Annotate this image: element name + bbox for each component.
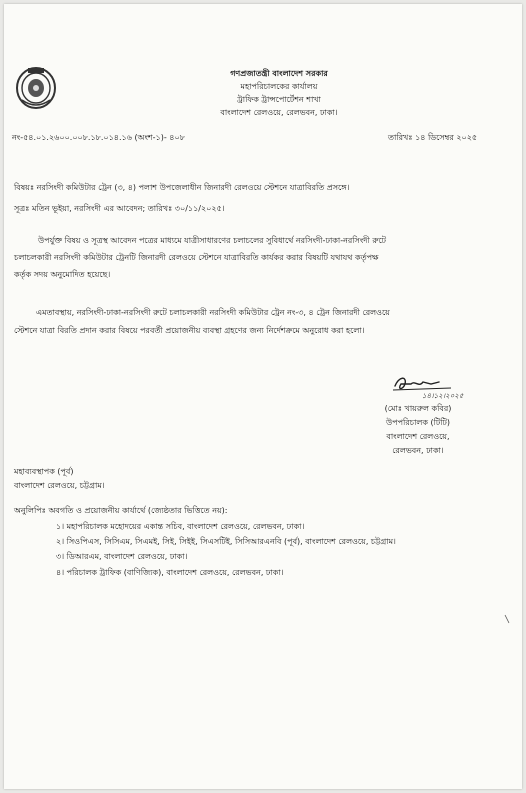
recipient-address: বাংলাদেশ রেলওয়ে, চট্টগ্রাম। — [14, 481, 105, 490]
reference-line: সূত্রঃ মতিন ভূইয়া, নরসিংদী এর আবেদন; তারিখঃ ৩০/১১/২০২৫। — [14, 204, 225, 213]
memo-page — [4, 4, 522, 789]
signatory-designation: উপপরিচালক (টিটি) — [385, 418, 451, 427]
body-para2-line2: স্টেশনে যাত্রা বিরতি প্রদান করার বিষয়ে পরবর্তী প্রয়োজনীয় ব্যবস্থা গ্রহণের জন্য নির্দেশক্রমে অনুরোধ করা হলো। — [14, 326, 365, 335]
body-para1-line2: চলাচলকারী নরসিংদী কমিউটার ট্রেনটি জিনারদী রেলওয়ে স্টেশনে যাত্রাবিরতি কার্যকর করার বিষয়টি যথাযথ কর্তৃপক্ষ — [14, 253, 379, 262]
stray-pen-mark — [504, 614, 510, 624]
body-para1-line1: উপর্যুক্ত বিষয় ও সূত্রস্থ আবেদন পত্রের মাধ্যমে যাত্রীসাধারণের চলাচলের সুবিধার্থে নরসিংদী-ঢাকা-নরসিংদী রুটে — [38, 236, 387, 245]
header-address: বাংলাদেশ রেলওয়ে, রেলভবন, ঢাকা। — [220, 108, 338, 117]
government-seal-icon — [14, 64, 58, 110]
recipient-title: মহাব্যবস্থাপক (পূর্ব) — [14, 467, 74, 476]
copies-item-4: ৪। পরিচালক ট্রাফিক (বাণিজ্যিক), বাংলাদেশ রেলওয়ে, রেলভবন, ঢাকা। — [56, 568, 284, 577]
memo-number: নং-৫৪.০১.২৬০০.০০৮.১৮.০১৪.১৬ (অংশ-১)- ৪০৮ — [12, 133, 185, 142]
signature-date: ১৪।১২।২০২৫ — [422, 392, 464, 400]
signatory-org: বাংলাদেশ রেলওয়ে, — [386, 432, 450, 441]
signatory-name: (মোঃ খায়রুল কবির) — [384, 404, 452, 413]
memo-date: তারিখঃ ১৪ ডিসেম্বর ২০২৫ — [388, 133, 478, 142]
body-para1-line3: কর্তৃক সদয় অনুমোদিত হয়েছে। — [14, 270, 111, 279]
header-office: মহাপরিচালকের কার্যালয় — [240, 82, 318, 91]
copies-item-3: ৩। ডিআরএম, বাংলাদেশ রেলওয়ে, ঢাকা। — [56, 552, 188, 561]
header-branch: ট্রাফিক ট্রান্সপোর্টেশন শাখা — [237, 95, 321, 104]
body-para2-line1: এমতাবস্থায়, নরসিংদী-ঢাকা-নরসিংদী রুটে চলাচলকারী নরসিংদী কমিউটার ট্রেন নং-৩, ৪ ট্রেন জিনারদী রেলওয়ে — [36, 308, 390, 317]
copies-item-2: ২। সিওপিএস, সিসিএম, সিএমই, সিই, সিইই, সিএসটিই, সিসিআরএনবি (পূর্ব), বাংলাদেশ রেলওয়ে, চট্টগ্রাম। — [56, 537, 396, 546]
copies-item-1: ১। মহাপরিচালক মহোদয়ের একান্ত সচিব, বাংলাদেশ রেলওয়ে, রেলভবন, ঢাকা। — [56, 522, 305, 531]
signatory-place: রেলভবন, ঢাকা। — [392, 446, 444, 455]
subject-line: বিষয়ঃ নরসিংদী কমিউটার ট্রেন (৩, ৪) পলাশ উপজেলাধীন জিনারদী রেলওয়ে স্টেশনে যাত্রাবিরতি প্রসঙ্গে। — [14, 183, 350, 192]
header-government: গণপ্রজাতন্ত্রী বাংলাদেশ সরকার — [230, 69, 328, 78]
copies-heading: অনুলিপিঃ অবগতি ও প্রয়োজনীয় কার্যার্থে (জ্যেষ্ঠতার ভিত্তিতে নয়): — [14, 506, 228, 515]
